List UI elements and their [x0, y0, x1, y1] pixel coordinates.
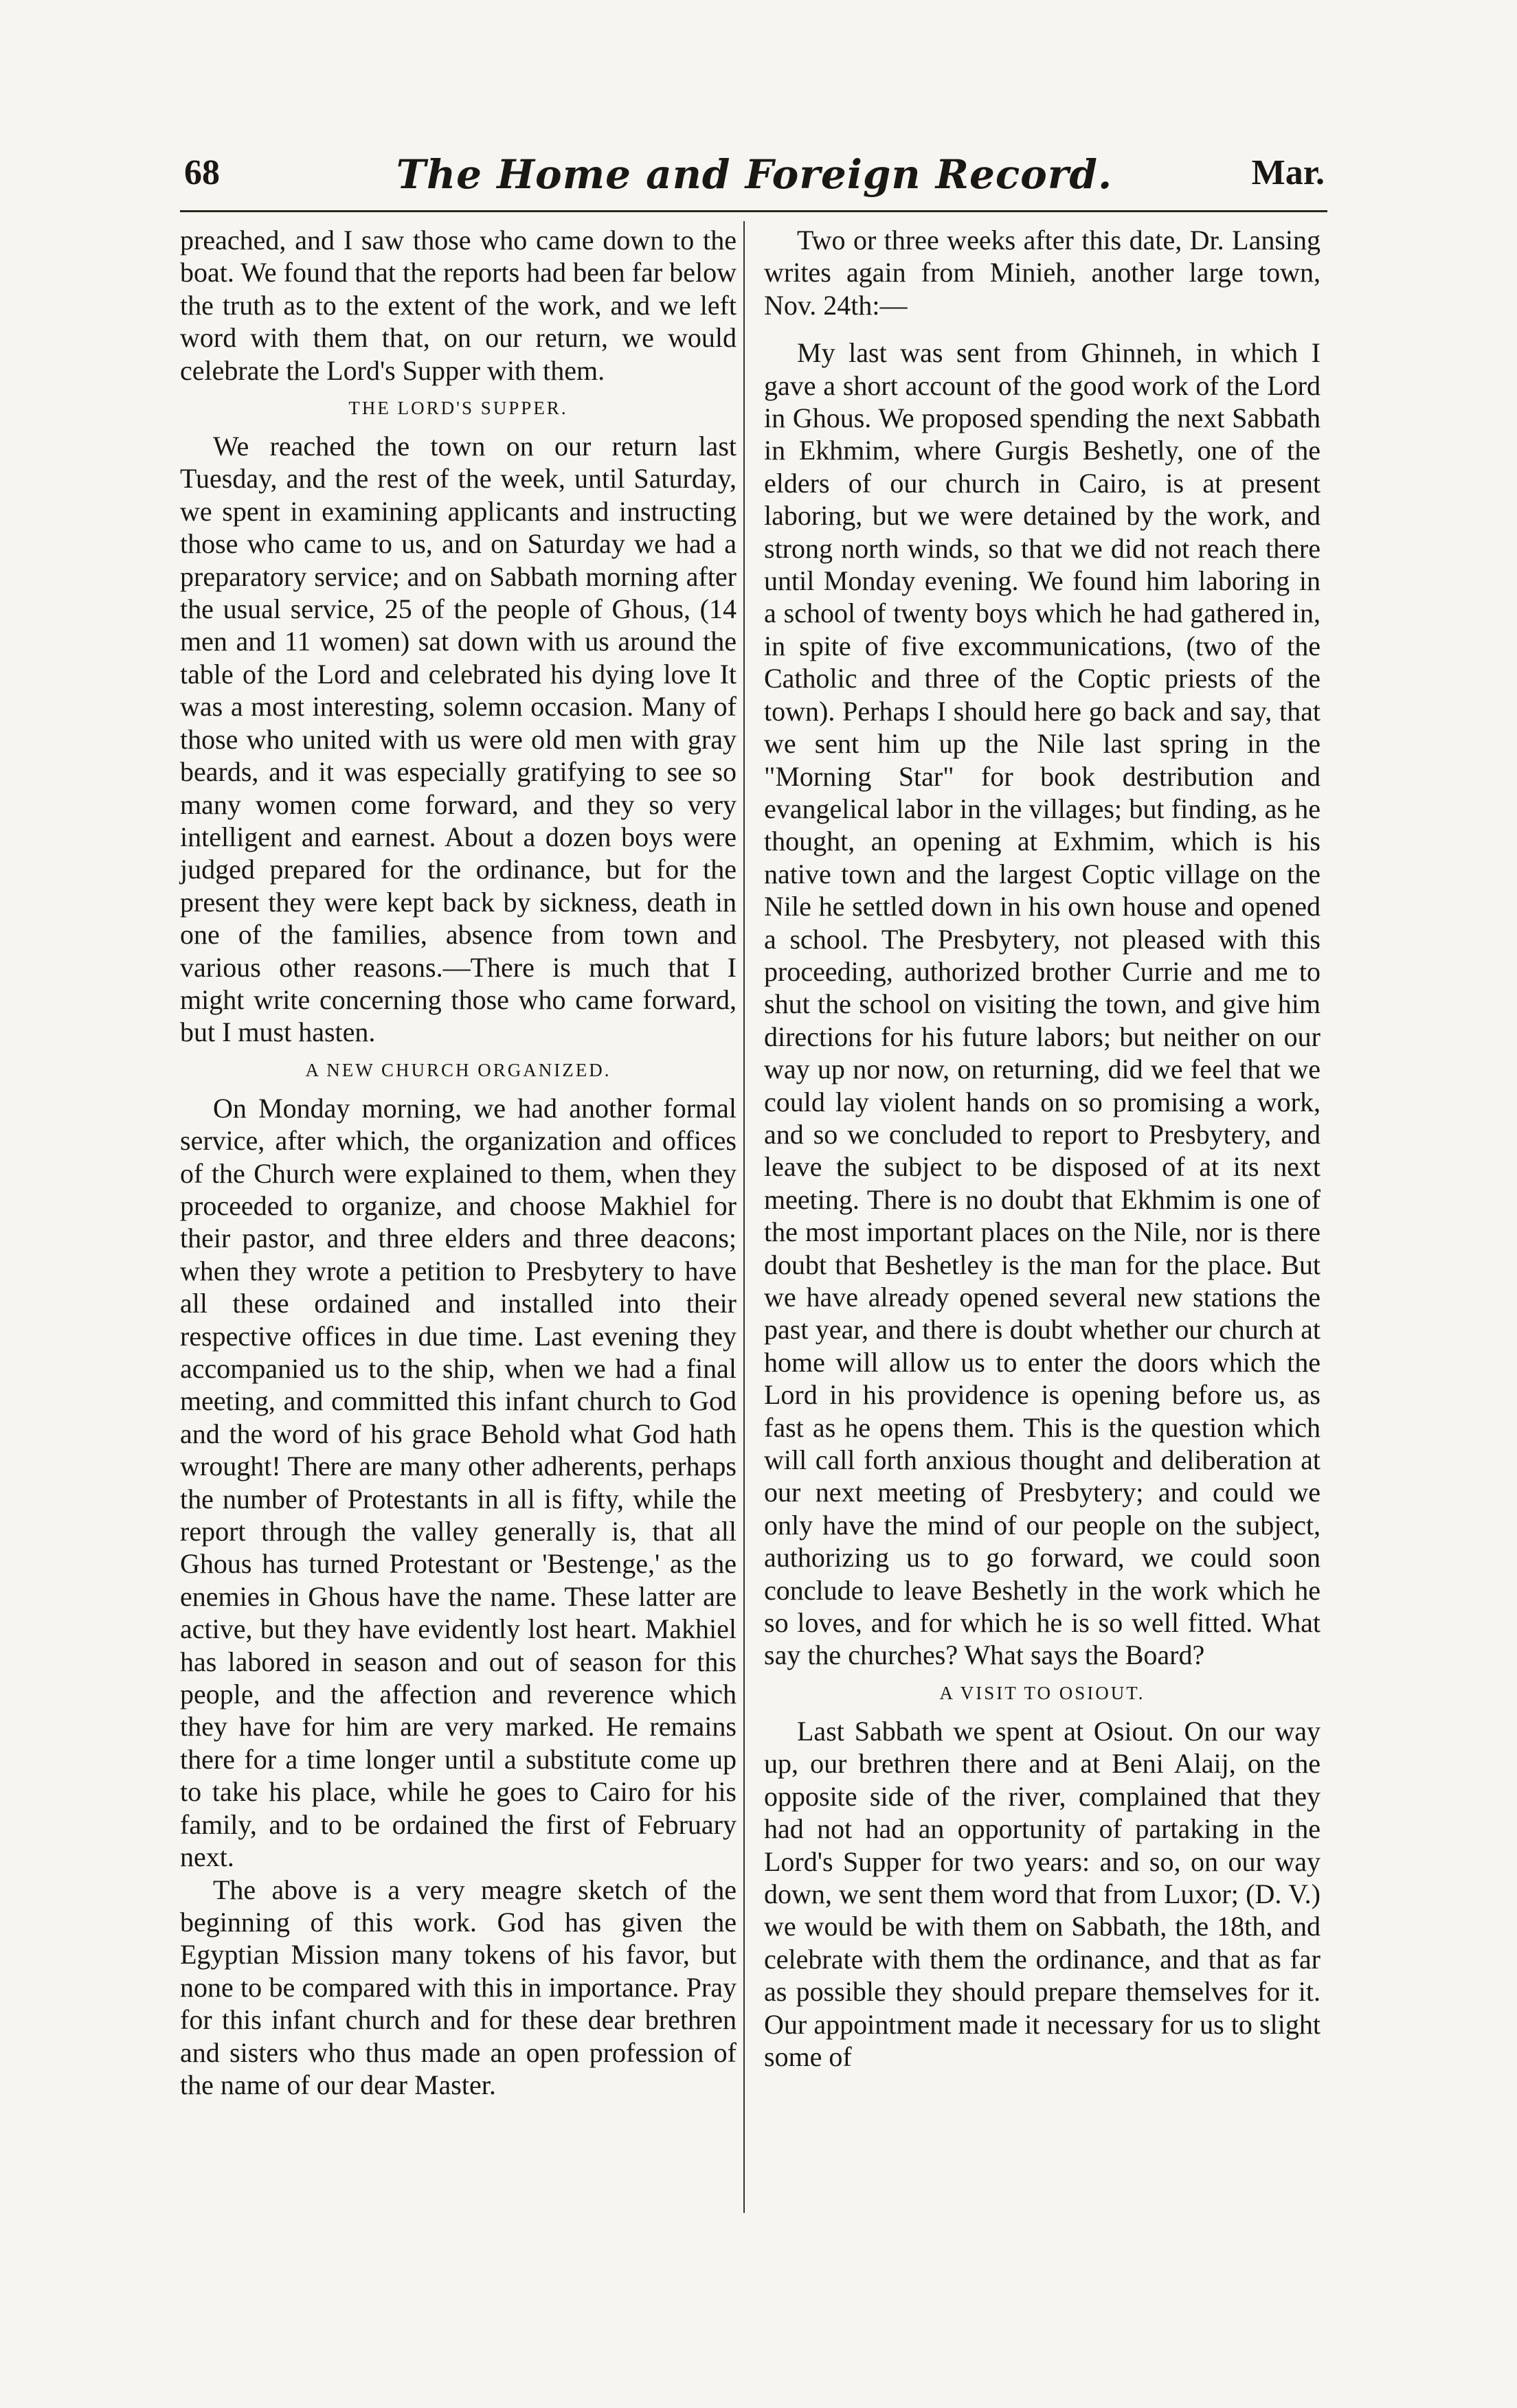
paragraph: Last Sabbath we spent at Osiout. On our way up, our brethren there and at Beni Alaij, on the opposite side of the river, complained that they had not had an opportunity of partaking in the Lord's Supper for two years: and so, on our way down, we sent them word that from Luxor; (D. V.) we would be with them on Sabbath, the 18th, and celebrate with them the ordinance, and that as far as possible they should prepare themselves for it. Our appointment made it necessary for us to slight some of	[764, 1715, 1321, 2072]
column-divider	[743, 221, 745, 2213]
paragraph: The above is a very meagre sketch of the beginning of this work. God has given the Egyptian Mission many tokens of his favor, but none to be compared with this in importance. Pray for this infant church and for these dear brethren and sisters who thus made an open profession of the name of our dear Master.	[180, 1874, 737, 2100]
section-heading-new-church: A NEW CHURCH ORGANIZED.	[305, 1059, 611, 1080]
running-header	[184, 152, 1325, 214]
paragraph-gap	[764, 321, 1321, 337]
right-column	[764, 224, 1321, 2073]
left-column	[180, 224, 737, 2101]
section-heading-osiout: A VISIT TO OSIOUT.	[939, 1682, 1145, 1703]
header-rule	[180, 210, 1327, 212]
issue-month: Mar.	[1251, 153, 1325, 192]
section-heading-lords-supper: THE LORD'S SUPPER.	[348, 398, 568, 419]
page-number: 68	[184, 153, 220, 192]
running-title: The Home and Foreign Record.	[396, 151, 1113, 198]
paragraph: We reached the town on our return last Tuesday, and the rest of the week, until Saturday, we spent in examining applicants and instructing those who came to us, and on Saturday we had a preparatory service; and on Sabbath morning after the usual service, 25 of the people of Ghous, (14 men and 11 women) sat down with us around the table of the Lord and celebrated his dying love It was a most interesting, solemn occasion. Many of those who united with us were old men with gray beards, and it was especially gratifying to see so many women come forward, and they so very intelligent and earnest. About a dozen boys were judged prepared for the ordinance, but for the present they were kept back by sickness, death in one of the families, absence from town and various other reasons.—There is much that I might write concerning those who came forward, but I must hasten.	[180, 431, 737, 1048]
paragraph: Two or three weeks after this date, Dr. Lansing writes again from Minieh, another large town, Nov. 24th:—	[764, 225, 1321, 321]
paragraph: On Monday morning, we had another formal service, after which, the organization and offices of the Church were explained to them, when they proceeded to organize, and choose Makhiel for their pastor, and three elders and three deacons; when they wrote a petition to Presbytery to have all these ordained and installed into their respective offices in due time. Last evening they accompanied us to the ship, when we had a final meeting, and committed this infant church to God and the word of his grace Behold what God hath wrought! There are many other adherents, perhaps the number of Protestants in all is fifty, while the report through the valley generally is, that all Ghous has turned Protestant or 'Bestenge,' as the enemies in Ghous have the name. These latter are active, but they have evidently lost heart. Makhiel has labored in season and out of season for this people, and the affection and reverence which they have for him are very marked. He remains there for a time longer until a substitute come up to take his place, while he goes to Cairo for his family, and to be ordained the first of February next.	[180, 1092, 737, 1873]
paragraph: My last was sent from Ghinneh, in which I gave a short account of the good work of the Lord in Ghous. We proposed spending the next Sabbath in Ekhmim, where Gurgis Beshetly, one of the elders of our church in Cairo, is at present laboring, but we were detained by the work, and strong north winds, so that we did not reach there until Monday evening. We found him laboring in a school of twenty boys which he had gathered in, in spite of five excommunications, (two of the Catholic and three of the Coptic priests of the town). Perhaps I should here go back and say, that we sent him up the Nile last spring in the "Morning Star" for book destribution and evangelical labor in the villages; but finding, as he thought, an opening at Exhmim, which is his native town and the largest Coptic village on the Nile he settled down in his own house and opened a school. The Presbytery, not pleased with this proceeding, authorized brother Currie and me to shut the school on visiting the town, and give him directions for his future labors; but neither on our way up nor now, on returning, did we feel that we could lay violent hands on so promising a work, and so we concluded to report to Presbytery, and leave the subject to be disposed of at its next meeting. There is no doubt that Ekhmim is one of the most important places on the Nile, nor is there doubt that Beshetley is the man for the place. But we have already opened several new stations the past year, and there is doubt whether our church at home will allow us to enter the doors which the Lord in his providence is opening before us, as fast as he opens them. This is the question which will call forth anxious thought and deliberation at our next meeting of Presbytery; and could we only have the mind of our people on the subject, authorizing us to go forward, we could soon conclude to leave Beshetly in the work which he so loves, and for which he is so well fitted. What say the churches? What says the Board?	[764, 337, 1321, 1671]
paragraph: preached, and I saw those who came down to the boat. We found that the reports had been far below the truth as to the extent of the work, and we left word with them that, on our return, we would celebrate the Lord's Supper with them.	[180, 225, 737, 386]
